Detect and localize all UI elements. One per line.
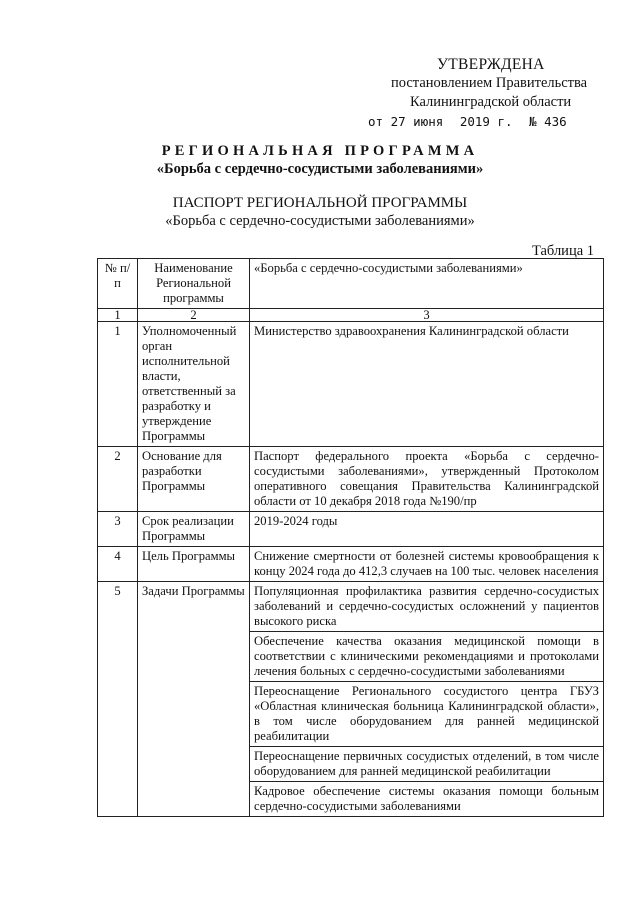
row-value: 2019-2024 годы	[250, 512, 604, 547]
task-number: 5	[98, 582, 138, 817]
table-label: Таблица 1	[532, 243, 595, 259]
number-sign: №	[529, 114, 537, 129]
header-number: № п/п	[98, 259, 138, 309]
task-item: Обеспечение качества оказания медицинской помощи в соответствии с клиническими рекомендациями и протоколами лечения больных с сердечно-сосудистыми заболеваниями	[250, 632, 604, 682]
approval-region: Калининградской области	[410, 94, 572, 110]
row-number: 1	[98, 322, 138, 447]
approval-title: УТВЕРЖДЕНА	[437, 56, 545, 73]
passport-title: ПАСПОРТ РЕГИОНАЛЬНОЙ ПРОГРАММЫ	[172, 195, 468, 211]
table-row	[98, 322, 604, 447]
header-name: Наименование Региональной программы	[138, 259, 250, 309]
row-value: Паспорт федерального проекта «Борьба с сердечно-сосудистыми заболеваниями», утвержденный Протоколом оперативного совещания Правительства Калининградской области от 10 декабря 2018 года №190/пр	[250, 447, 604, 512]
row-number: 4	[98, 547, 138, 582]
row-name: Цель Программы	[138, 547, 250, 582]
task-item: Кадровое обеспечение системы оказания помощи больным сердечно-сосудистыми заболеваниями	[250, 782, 604, 817]
approval-stamp	[360, 55, 610, 131]
row-name: Срок реализации Программы	[138, 512, 250, 547]
index-cell: 3	[250, 309, 604, 322]
table-index-row	[98, 309, 604, 322]
task-item: Популяционная профилактика развития сердечно-сосудистых заболеваний и сердечно-сосудистых осложнений у пациентов высокого риска	[250, 582, 604, 632]
row-number: 3	[98, 512, 138, 547]
task-item: Переоснащение первичных сосудистых отделений, в том числе оборудованием для ранней медицинской реабилитации	[250, 747, 604, 782]
number-value: 436	[544, 114, 567, 129]
passport-table	[97, 258, 604, 817]
program-name-heading: «Борьба с сердечно-сосудистыми заболеваниями»	[156, 161, 484, 177]
row-name: Уполномоченный орган исполнительной власти, ответственный за разработку и утверждение Программы	[138, 322, 250, 447]
task-item: Переоснащение Регионального сосудистого центра ГБУЗ «Областная клиническая больница Калининградской области», в том числе оборудованием для ранней медицинской реабилитации	[250, 682, 604, 747]
date-value: 27 июня	[390, 114, 444, 129]
date-year: 2019 г.	[459, 114, 513, 129]
approval-authority: постановлением Правительства	[391, 75, 588, 91]
row-value: Снижение смертности от болезней системы кровообращения к концу 2024 года до 412,3 случаев на 100 тыс. человек населения	[250, 547, 604, 582]
row-name: Основание для разработки Программы	[138, 447, 250, 512]
task-row	[98, 582, 604, 632]
table-row	[98, 512, 604, 547]
index-cell: 1	[98, 309, 138, 322]
program-type-heading: РЕГИОНАЛЬНАЯ ПРОГРАММА	[161, 143, 479, 159]
table-header-row	[98, 259, 604, 309]
table-row	[98, 547, 604, 582]
index-cell: 2	[138, 309, 250, 322]
header-value: «Борьба с сердечно-сосудистыми заболеваниями»	[250, 259, 604, 309]
passport-subtitle: «Борьба с сердечно-сосудистыми заболеваниями»	[165, 213, 475, 229]
table-row	[98, 447, 604, 512]
row-number: 2	[98, 447, 138, 512]
row-value: Министерство здравоохранения Калининградской области	[250, 322, 604, 447]
task-name: Задачи Программы	[138, 582, 250, 817]
date-prefix: от	[368, 114, 384, 129]
approval-date-line	[360, 112, 610, 131]
